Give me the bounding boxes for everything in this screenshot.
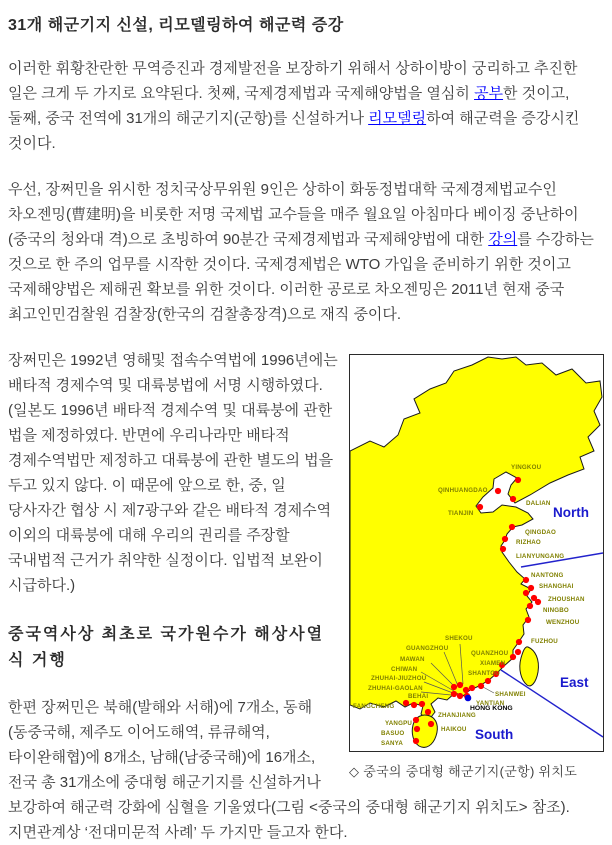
base-label: YINGKOU — [511, 464, 542, 471]
naval-base-dot — [477, 504, 483, 510]
naval-base-dot — [502, 536, 508, 542]
naval-base-dot — [469, 685, 475, 691]
base-label: MAWAN — [400, 656, 425, 663]
hong-kong-dot — [465, 695, 472, 702]
paragraph-2-text: 를 수강하는 것으로 한 주의 업무를 시작한 것이다. 국제경제법은 WTO 가입을 준비하기 위한 것이고 국제해양법은 제해권 확보를 위한 것이다. 이러한 공로로 차오젠밍은 2011년 현재 중국 최고인민검찰원 검찰장(한국의 검찰총장격)으로 재직 중이다. — [8, 231, 594, 323]
naval-base-dot — [428, 721, 434, 727]
map-frame — [349, 354, 604, 752]
map-text-wrap — [8, 348, 604, 845]
base-label: SHANWEI — [495, 691, 526, 698]
fleet-region-label: East — [560, 675, 589, 690]
base-label: SHANGHAI — [539, 583, 574, 590]
naval-base-dot — [413, 717, 419, 723]
section-subheading: 중국역사상 최초로 국가원수가 해상사열식 거행 — [8, 626, 325, 669]
base-label: FUZHOU — [531, 638, 558, 645]
naval-base-dot — [515, 649, 521, 655]
base-label: RIZHAO — [516, 539, 541, 546]
paragraph-2-text: 우선, 장쩌민을 위시한 정치국상무위원 9인은 상하이 화동정법대학 국제경제법교수인 차오젠밍(曹建明)을 비롯한 저명 국제법 교수들을 매주 월요일 아침마다 베이징 중난하이(중국의 청와대 격)으로 초빙하여 90분간 국제경제법과 국제해양법에 대한 — [8, 181, 579, 248]
link-gangui[interactable]: 강의 — [488, 231, 518, 248]
paragraph-1-text: 이러한 휘황찬란한 무역증진과 경제발전을 보장하기 위해서 상하이방이 궁리하고 추진한 일은 크게 두 가지로 요약된다. 첫째, 국제경제법과 국제해양법을 열심히 — [8, 60, 578, 102]
naval-base-dot — [510, 496, 516, 502]
paragraph-1-text: 한 것이고, 둘째, 중국 전역에 31개의 해군기지(군항)를 신설하거나 — [8, 85, 570, 127]
base-label: BASUO — [381, 730, 405, 737]
base-label: LIANYUNGANG — [516, 553, 565, 560]
paragraph-3: 장쩌민은 1992년 영해및 접속수역법에 1996년에는 배타적 경제수역 및 대륙붕법에 서명 시행하였다. (일본도 1996년 배타적 경제수역 및 대륙붕에 관한 법을 제정하였다. 반면에 우리나라만 배타적 경제수역법만 제정하고 대륙붕에 관한 별도의 법을 두고 있지 않다. 이 때문에 앞으로 한, 중, 일 당사자간 협상 시 제7광구와 같은 배타적 경제수역 이외의 대륙붕에 대해 우리의 권리를 주장할 국내법적 근거가 취약한 실정이다. 입법적 보완이 시급하다.) — [8, 352, 338, 594]
base-label: ZHUHAI-JIUZHOU — [371, 675, 427, 682]
naval-base-dot — [525, 617, 531, 623]
base-label: NANTONG — [531, 572, 564, 579]
base-label: ZHANJIANG — [438, 712, 476, 719]
naval-base-dot — [528, 585, 534, 591]
naval-base-dot — [457, 682, 463, 688]
base-label: NINGBO — [543, 607, 569, 614]
naval-base-dot — [451, 684, 457, 690]
base-label: SANYA — [381, 740, 404, 747]
link-gongbu[interactable]: 공부 — [474, 85, 504, 102]
base-label: YANTIAN — [476, 700, 505, 707]
naval-base-dot — [485, 678, 491, 684]
base-label: QUANZHOU — [471, 650, 509, 657]
fleet-region-label: South — [475, 727, 514, 742]
china-naval-base-map-figure — [349, 354, 604, 780]
naval-base-dot — [495, 488, 501, 494]
base-label: XIAMEN — [480, 660, 506, 667]
base-label: FANGCHENG — [353, 703, 395, 710]
paragraph-1-text: 하여 해군력을 증강시킨 것이다. — [8, 110, 580, 152]
base-label: HAIKOU — [441, 726, 467, 733]
base-label: SHANTOU — [468, 670, 500, 677]
naval-base-dot — [463, 687, 469, 693]
naval-base-dot — [457, 693, 463, 699]
base-label: GUANGZHOU — [406, 645, 449, 652]
base-label: WENZHOU — [546, 619, 580, 626]
naval-base-dot — [403, 700, 409, 706]
china-map-svg — [350, 355, 603, 751]
page-title: 31개 해군기지 신설, 리모델링하여 해군력 증강 — [8, 17, 344, 34]
hong-kong-label: HONG KONG — [470, 705, 513, 712]
base-label: CHIWAN — [391, 666, 418, 673]
naval-base-dot — [419, 701, 425, 707]
base-label: BEHAI — [408, 693, 429, 700]
map-caption: ◇ 중국의 중대형 해군기지(군항) 위치도 — [349, 764, 578, 779]
base-label: YANGPU — [385, 720, 413, 727]
naval-base-dot — [516, 639, 522, 645]
naval-base-dot — [413, 738, 419, 744]
naval-base-dot — [509, 524, 515, 530]
base-label: DALIAN — [526, 500, 551, 507]
naval-base-dot — [500, 546, 506, 552]
naval-base-dot — [414, 726, 420, 732]
fleet-region-label: North — [553, 505, 589, 520]
naval-base-dot — [515, 477, 521, 483]
naval-base-dot — [523, 590, 529, 596]
naval-base-dot — [527, 603, 533, 609]
link-remodeling[interactable]: 리모델링 — [368, 110, 427, 127]
naval-base-dot — [425, 709, 431, 715]
base-label: ZHOUSHAN — [548, 596, 585, 603]
naval-base-dot — [478, 683, 484, 689]
naval-base-dot — [523, 577, 529, 583]
paragraph-1 — [8, 56, 604, 156]
naval-base-dot — [451, 691, 457, 697]
naval-base-dot — [411, 702, 417, 708]
base-label: QINGDAO — [525, 529, 556, 536]
base-label: ZHUHAI-GAOLAN — [368, 685, 423, 692]
base-label: TIANJIN — [448, 510, 474, 517]
paragraph-2 — [8, 177, 604, 327]
naval-base-dot — [510, 654, 516, 660]
naval-base-dot — [535, 599, 541, 605]
base-label: QINHUANGDAO — [438, 487, 488, 494]
base-label: SHEKOU — [445, 635, 473, 642]
paragraph-4: 한편 장쩌민은 북해(발해와 서해)에 7개소, 동해(동중국해, 제주도 이어도해역, 류큐해역, 타이완해협)에 8개소, 남해(남중국해)에 16개소, 전국 총 31개소에 중대형 해군기지를 신설하거나 보강하여 해군력 강화에 심혈을 기울였다(그림 <중국의 중대형 해군기지 위치도> 참조). 지면관계상 ‘전대미문적 사례’ 두 가지만 들고자 한다. — [8, 699, 570, 841]
